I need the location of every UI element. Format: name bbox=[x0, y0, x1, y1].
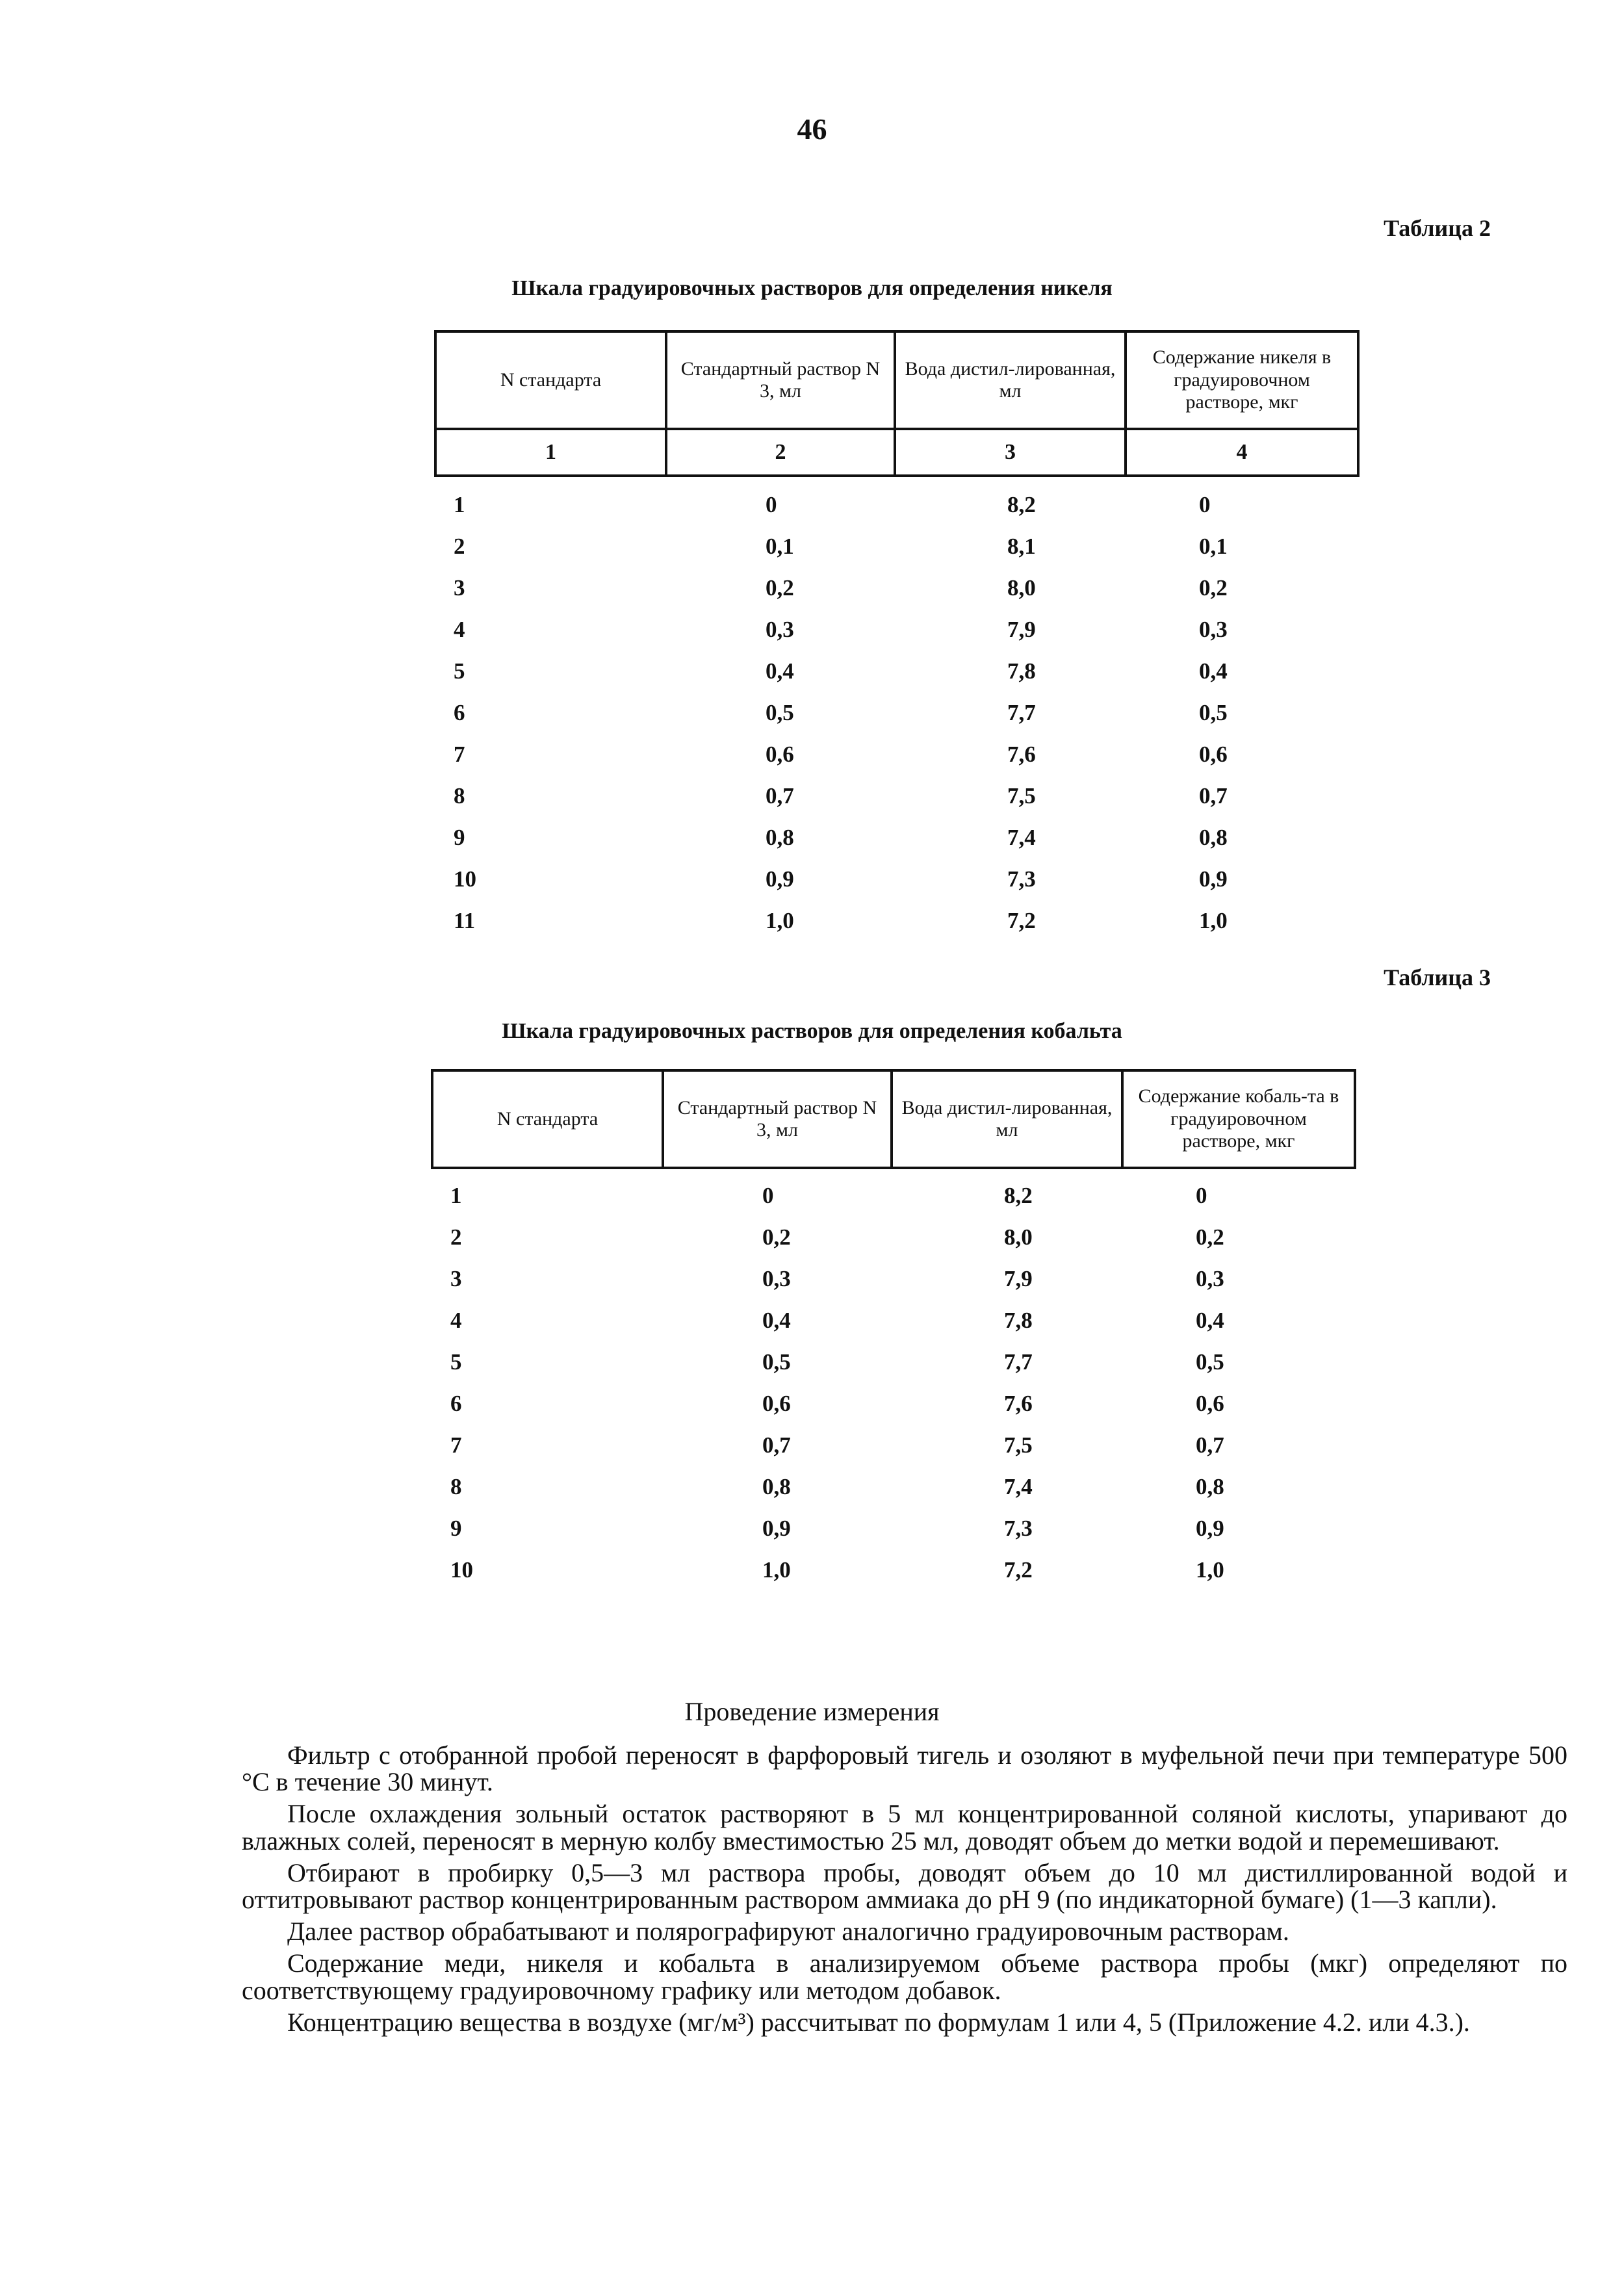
table-cell: 11 bbox=[454, 908, 476, 933]
table-cell: 0,6 bbox=[766, 742, 794, 767]
table-cell: 0,8 bbox=[762, 1474, 791, 1499]
table-cell: 7,9 bbox=[1004, 1266, 1033, 1291]
section-body bbox=[242, 1742, 1567, 2041]
table-cell: 7,2 bbox=[1004, 1557, 1033, 1583]
table-cell: 0,7 bbox=[1196, 1432, 1224, 1458]
table-cell: 7,7 bbox=[1004, 1349, 1033, 1375]
table-cell: 0,9 bbox=[762, 1516, 791, 1541]
table-cell: 5 bbox=[454, 658, 465, 684]
table-row bbox=[431, 1508, 1354, 1549]
table-cell: 8,2 bbox=[1004, 1183, 1033, 1208]
paragraph: Содержание меди, никеля и кобальта в анализируемом объеме раствора пробы (мкг) определяют по соответствующему градуировочному графику или методом добавок. bbox=[242, 1948, 1567, 2005]
table-cell: 7 bbox=[450, 1432, 462, 1458]
page-number: 46 bbox=[797, 112, 827, 146]
table-cell: 5 bbox=[450, 1349, 462, 1375]
table-cell: 0,5 bbox=[1199, 700, 1228, 725]
table-cell: 1 bbox=[450, 1183, 462, 1208]
table-row bbox=[431, 1341, 1354, 1383]
table2-colnum-4: 4 bbox=[1126, 429, 1358, 476]
table-row bbox=[434, 567, 1357, 609]
table-cell: 0,5 bbox=[762, 1349, 791, 1375]
table-cell: 1,0 bbox=[1199, 908, 1228, 933]
section-heading: Проведение измерения bbox=[684, 1697, 940, 1726]
table-cell: 0,7 bbox=[762, 1432, 791, 1458]
table3-header-1: N стандарта bbox=[432, 1070, 663, 1168]
table2-colnum-2: 2 bbox=[666, 429, 895, 476]
table-cell: 0,6 bbox=[762, 1391, 791, 1416]
table-cell: 0,8 bbox=[1196, 1474, 1224, 1499]
table-cell: 0,8 bbox=[1199, 825, 1228, 850]
table-cell: 2 bbox=[454, 534, 465, 559]
table-cell: 3 bbox=[454, 575, 465, 601]
table2-header-2: Стандартный раствор N 3, мл bbox=[666, 331, 895, 429]
table-cell: 8 bbox=[454, 783, 465, 808]
table-cell: 4 bbox=[450, 1308, 462, 1333]
table-cell: 8,1 bbox=[1007, 534, 1036, 559]
table-cell: 7,3 bbox=[1007, 866, 1036, 892]
table-row bbox=[431, 1425, 1354, 1466]
table-row bbox=[431, 1175, 1354, 1217]
table-cell: 8,0 bbox=[1004, 1224, 1033, 1250]
table-row bbox=[431, 1258, 1354, 1300]
table-cell: 0,6 bbox=[1196, 1391, 1224, 1416]
table-cell: 0,7 bbox=[766, 783, 794, 808]
table-cell: 1,0 bbox=[762, 1557, 791, 1583]
table-cell: 7,5 bbox=[1007, 783, 1036, 808]
paragraph: Фильтр с отобранной пробой переносят в фарфоровый тигель и озоляют в муфельной печи при температуре 500 °С в течение 30 минут. bbox=[242, 1740, 1567, 1797]
table2-colnum-3: 3 bbox=[895, 429, 1126, 476]
table3-data bbox=[431, 1175, 1354, 1591]
table-cell: 0,9 bbox=[1196, 1516, 1224, 1541]
table-cell: 0,2 bbox=[1199, 575, 1228, 601]
table-cell: 0,3 bbox=[1196, 1266, 1224, 1291]
table-cell: 0,8 bbox=[766, 825, 794, 850]
table-cell: 9 bbox=[450, 1516, 462, 1541]
table-cell: 0,3 bbox=[766, 617, 794, 642]
table-cell: 0,4 bbox=[1196, 1308, 1224, 1333]
paragraph: Отбирают в пробирку 0,5—3 мл раствора пробы, доводят объем до 10 мл дистиллированной водой и оттитровывают раствор концентрированным раствором аммиака до рН 9 (по индикаторной бумаге) (1—3 капли). bbox=[242, 1857, 1567, 1914]
table-row bbox=[431, 1549, 1354, 1591]
table2-header-1: N стандарта bbox=[435, 331, 666, 429]
table-row bbox=[434, 775, 1357, 817]
table-cell: 7,6 bbox=[1007, 742, 1036, 767]
table-cell: 0,9 bbox=[1199, 866, 1228, 892]
table-cell: 7,4 bbox=[1004, 1474, 1033, 1499]
table-cell: 0,1 bbox=[1199, 534, 1228, 559]
table-cell: 4 bbox=[454, 617, 465, 642]
table-cell: 7,2 bbox=[1007, 908, 1036, 933]
table-cell: 3 bbox=[450, 1266, 462, 1291]
table-cell: 0,9 bbox=[766, 866, 794, 892]
table-cell: 10 bbox=[450, 1557, 473, 1583]
table-row bbox=[434, 692, 1357, 734]
table-cell: 0,5 bbox=[766, 700, 794, 725]
table-cell: 0,3 bbox=[762, 1266, 791, 1291]
table-cell: 7,7 bbox=[1007, 700, 1036, 725]
table-cell: 2 bbox=[450, 1224, 462, 1250]
table-row bbox=[434, 900, 1357, 942]
table-cell: 1 bbox=[454, 492, 465, 517]
table-cell: 0,5 bbox=[1196, 1349, 1224, 1375]
table-row bbox=[431, 1217, 1354, 1258]
table2-header-grid bbox=[434, 330, 1360, 477]
paragraph: Концентрацию вещества в воздухе (мг/м³) рассчитыват по формулам 1 или 4, 5 (Приложение 4.2. или 4.3.). bbox=[287, 2007, 1470, 2037]
table-cell: 7,6 bbox=[1004, 1391, 1033, 1416]
table-row bbox=[431, 1383, 1354, 1425]
table-cell: 0,2 bbox=[762, 1224, 791, 1250]
table-cell: 7,8 bbox=[1007, 658, 1036, 684]
table-cell: 7,9 bbox=[1007, 617, 1036, 642]
table-cell: 0 bbox=[766, 492, 777, 517]
table-row bbox=[431, 1300, 1354, 1341]
table3-header-2: Стандартный раствор N 3, мл bbox=[663, 1070, 892, 1168]
table-cell: 0,6 bbox=[1199, 742, 1228, 767]
table-row bbox=[434, 526, 1357, 567]
table3-header-3: Вода дистил-лированная, мл bbox=[892, 1070, 1122, 1168]
table-row bbox=[434, 734, 1357, 775]
table-row bbox=[431, 1466, 1354, 1508]
table-cell: 9 bbox=[454, 825, 465, 850]
table2-title: Шкала градуировочных растворов для определения никеля bbox=[511, 276, 1113, 300]
table-cell: 6 bbox=[450, 1391, 462, 1416]
table-cell: 7,8 bbox=[1004, 1308, 1033, 1333]
table-row bbox=[434, 651, 1357, 692]
table-cell: 8,2 bbox=[1007, 492, 1036, 517]
table-cell: 0 bbox=[762, 1183, 774, 1208]
paragraph: После охлаждения зольный остаток растворяют в 5 мл концентрированной соляной кислоты, упаривают до влажных солей, переносят в мерную колбу вместимостью 25 мл, доводят объем до метки водой и перемешивают. bbox=[242, 1799, 1567, 1856]
paragraph: Далее раствор обрабатывают и полярографируют аналогично градуировочным растворам. bbox=[287, 1917, 1289, 1946]
table2-header-3: Вода дистил-лированная, мл bbox=[895, 331, 1126, 429]
table2-label: Таблица 2 bbox=[1384, 215, 1491, 241]
table-cell: 7 bbox=[454, 742, 465, 767]
table-cell: 0,1 bbox=[766, 534, 794, 559]
table-cell: 0,2 bbox=[1196, 1224, 1224, 1250]
table3-header-4: Содержание кобаль-та в градуировочном растворе, мкг bbox=[1122, 1070, 1355, 1168]
table-row bbox=[434, 817, 1357, 859]
table-cell: 7,5 bbox=[1004, 1432, 1033, 1458]
table-cell: 0,7 bbox=[1199, 783, 1228, 808]
table-cell: 1,0 bbox=[766, 908, 794, 933]
table3-header-grid bbox=[431, 1069, 1356, 1169]
table2-data bbox=[434, 484, 1357, 942]
table-cell: 6 bbox=[454, 700, 465, 725]
table-cell: 7,4 bbox=[1007, 825, 1036, 850]
table-cell: 0,2 bbox=[766, 575, 794, 601]
table-cell: 0,4 bbox=[1199, 658, 1228, 684]
table3-label: Таблица 3 bbox=[1384, 964, 1491, 990]
table-cell: 0,3 bbox=[1199, 617, 1228, 642]
table-cell: 0 bbox=[1199, 492, 1211, 517]
table-cell: 0 bbox=[1196, 1183, 1207, 1208]
table-row bbox=[434, 484, 1357, 526]
table-cell: 7,3 bbox=[1004, 1516, 1033, 1541]
table2-colnum-1: 1 bbox=[435, 429, 666, 476]
table-cell: 1,0 bbox=[1196, 1557, 1224, 1583]
table-cell: 10 bbox=[454, 866, 476, 892]
table-cell: 8,0 bbox=[1007, 575, 1036, 601]
table-row bbox=[434, 859, 1357, 900]
table-row bbox=[434, 609, 1357, 651]
table-cell: 0,4 bbox=[762, 1308, 791, 1333]
table-cell: 0,4 bbox=[766, 658, 794, 684]
table2-header-4: Содержание никеля в градуировочном растворе, мкг bbox=[1126, 331, 1358, 429]
table3-title: Шкала градуировочных растворов для определения кобальта bbox=[502, 1019, 1122, 1043]
table-cell: 8 bbox=[450, 1474, 462, 1499]
